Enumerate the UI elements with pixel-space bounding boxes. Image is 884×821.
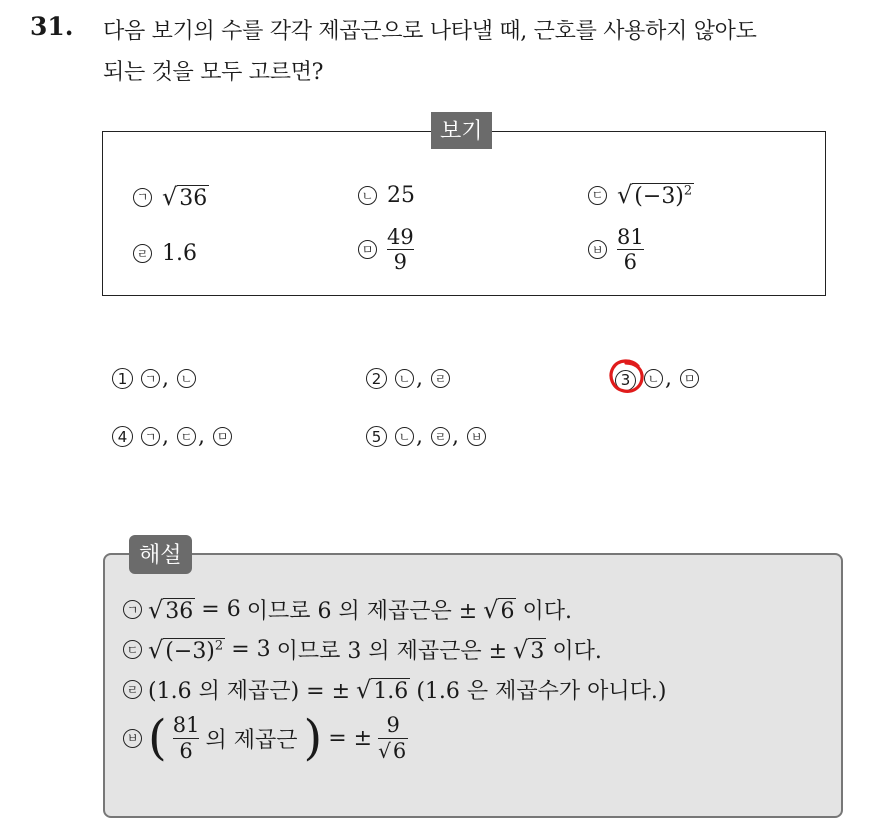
- selection-ring-icon: [608, 358, 646, 395]
- question-text-line1: 다음 보기의 수를 각각 제곱근으로 나타낼 때, 근호를 사용하지 않아도: [103, 19, 757, 44]
- example-item-4: [133, 241, 197, 266]
- fraction: $\frac{49}{9}$: [387, 225, 414, 275]
- marker: ㅁ: [213, 427, 232, 446]
- marker-rieul: ㄹ: [133, 244, 152, 263]
- choice-number: 4: [112, 426, 133, 447]
- fraction: $\frac{9}{√6}$: [378, 713, 407, 763]
- marker: ㄴ: [177, 369, 196, 388]
- choice-4[interactable]: 4 ㄱ , ㄷ , ㅁ: [112, 424, 232, 449]
- explanation-line-1: [123, 594, 572, 625]
- sqrt-expression: $√(-3)^2$: [617, 181, 693, 209]
- close-paren: ): [303, 710, 323, 766]
- explanation-text: (1.6 의 제곱근) = ±: [148, 679, 351, 704]
- marker-bieup: ㅂ: [588, 240, 607, 259]
- equation-text: = 3: [231, 637, 271, 662]
- question-text-line2: 되는 것을 모두 고르면?: [103, 60, 324, 85]
- value-text: 1.6: [162, 241, 197, 266]
- marker: ㄱ: [123, 600, 142, 619]
- fraction: $\frac{81}{6}$: [172, 713, 200, 763]
- marker: ㄹ: [431, 427, 450, 446]
- marker-mieum: ㅁ: [358, 240, 377, 259]
- choice-1[interactable]: 1 ㄱ , ㄴ: [112, 366, 196, 391]
- marker: ㅂ: [467, 427, 486, 446]
- marker: ㄴ: [644, 369, 663, 388]
- equation-text: = ±: [328, 725, 373, 751]
- marker: ㄴ: [395, 369, 414, 388]
- marker: ㄷ: [177, 427, 196, 446]
- choice-number: 1: [112, 368, 133, 389]
- marker-nieun: ㄴ: [358, 186, 377, 205]
- choice-number: 3: [615, 370, 636, 391]
- choice-3[interactable]: 3 ㄴ , ㅁ: [615, 366, 699, 391]
- choice-5[interactable]: 5 ㄴ , ㄹ , ㅂ: [366, 424, 486, 449]
- explanation-text: (1.6 은 제곱수가 아니다.): [416, 679, 667, 704]
- sqrt-expression: √1.6: [356, 675, 409, 704]
- equation-text: = 6: [201, 597, 241, 622]
- question-number: 31.: [30, 12, 74, 41]
- marker-giyeok: ㄱ: [133, 188, 152, 207]
- example-item-6: [588, 226, 644, 273]
- value-text: 25: [387, 183, 415, 208]
- open-paren: (: [148, 710, 167, 766]
- marker: ㄱ: [141, 427, 160, 446]
- marker: ㄷ: [123, 640, 142, 659]
- example-item-2: [358, 183, 415, 208]
- marker: ㄱ: [141, 369, 160, 388]
- example-box: [102, 131, 826, 296]
- explanation-text: 이다.: [552, 639, 602, 664]
- marker: ㅁ: [680, 369, 699, 388]
- marker: ㅂ: [123, 729, 142, 748]
- explanation-text: 이므로 6 의 제곱근은 ±: [246, 599, 478, 624]
- explanation-line-2: [123, 634, 602, 665]
- choice-2[interactable]: 2 ㄴ , ㄹ: [366, 366, 450, 391]
- sqrt-expression: √3: [513, 635, 545, 664]
- marker: ㄹ: [431, 369, 450, 388]
- choice-number: 5: [366, 426, 387, 447]
- sqrt-expression: √36: [162, 183, 208, 211]
- example-item-1: [133, 183, 209, 211]
- sqrt-expression: $√(-3)^2$: [148, 635, 224, 664]
- example-item-3: [588, 181, 694, 209]
- choice-number: 2: [366, 368, 387, 389]
- explanation-text: 이므로 3 의 제곱근은 ±: [276, 639, 508, 664]
- explanation-label: 해설: [129, 535, 192, 574]
- explanation-line-4: [123, 710, 408, 766]
- marker: ㄹ: [123, 680, 142, 699]
- sqrt-expression: √6: [483, 595, 515, 624]
- explanation-text: 의 제곱근: [205, 727, 298, 753]
- marker: ㄴ: [395, 427, 414, 446]
- explanation-text: 이다.: [522, 599, 572, 624]
- marker-digeut: ㄷ: [588, 186, 607, 205]
- example-box-label: 보기: [431, 112, 492, 149]
- example-item-5: [358, 226, 414, 273]
- sqrt-expression: √36: [148, 595, 194, 624]
- explanation-line-3: [123, 674, 666, 705]
- fraction: $\frac{81}{6}$: [617, 225, 644, 275]
